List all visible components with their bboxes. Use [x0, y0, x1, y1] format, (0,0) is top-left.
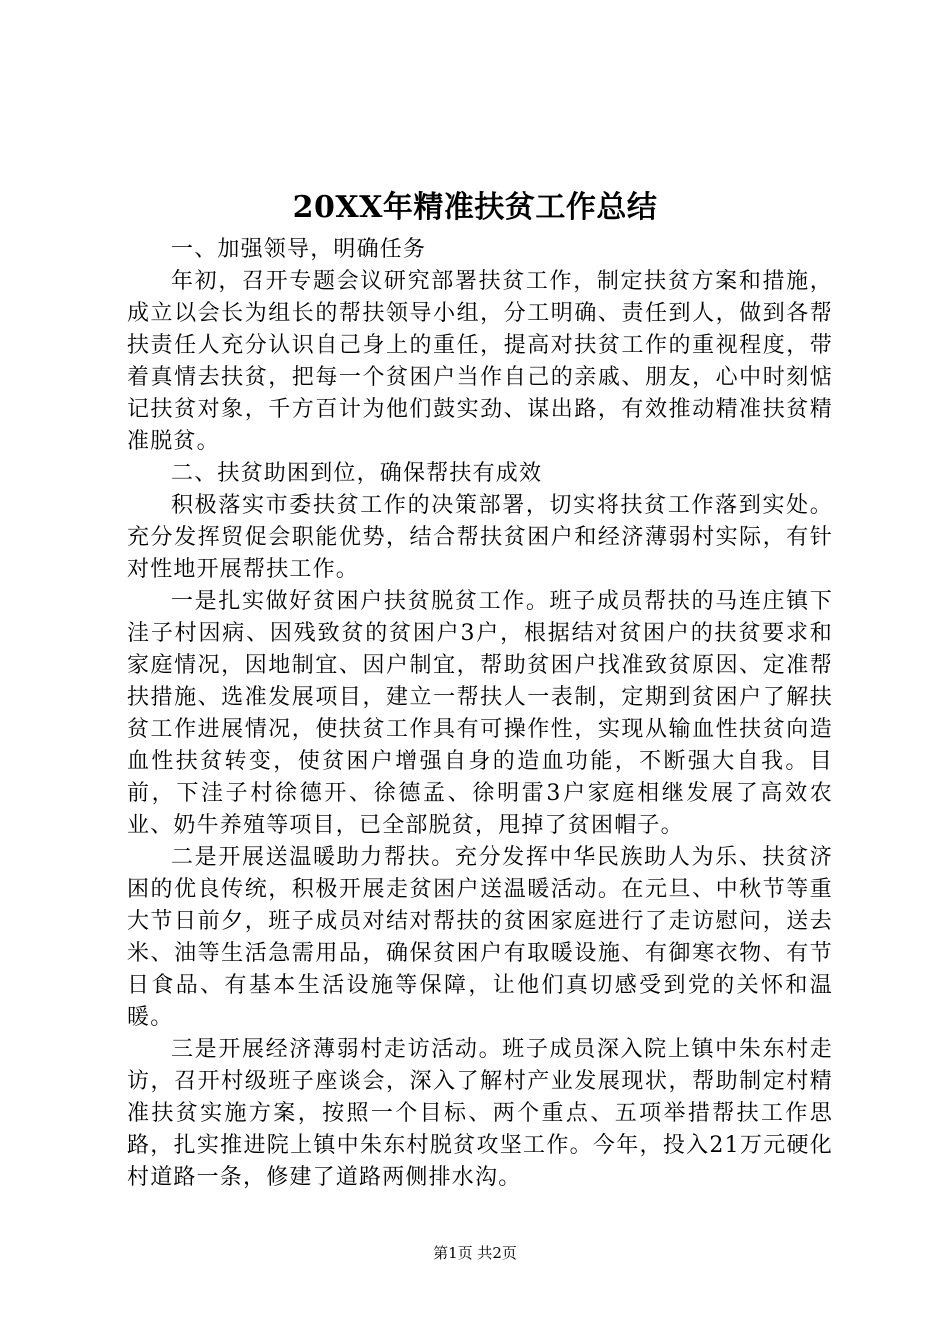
document-title: 20XX年精准扶贫工作总结 — [292, 190, 658, 225]
section-heading-2: 二、扶贫助困到位，确保帮扶有成效 — [171, 461, 543, 486]
document-body — [127, 234, 833, 1194]
page-footer: 第1页 共2页 — [433, 1244, 517, 1262]
paragraph-5: 三是开展经济薄弱村走访活动。班子成员深入院上镇中朱东村走访，召开村级班子座谈会，深入了解村产业发展现状，帮助制定村精准扶贫实施方案，按照一个目标、两个重点、五项举措帮扶工作思路，扎实推进院上镇中朱东村脱贫攻坚工作。今年，投入21万元硬化村道路一条，修建了道路两侧排水沟。 — [127, 1037, 833, 1190]
section-heading-1: 一、加强领导，明确任务 — [171, 237, 427, 262]
paragraph-3: 一是扎实做好贫困户扶贫脱贫工作。班子成员帮扶的马连庄镇下洼子村因病、因残致贫的贫困户3户，根据结对贫困户的扶贫要求和家庭情况，因地制宜、因户制宜，帮助贫困户找准致贫原因、定准帮扶措施、选准发展项目，建立一帮扶人一表制，定期到贫困户了解扶贫工作进展情况，使扶贫工作具有可操作性，实现从输血性扶贫向造血性扶贫转变，使贫困户增强自身的造血功能，不断强大自我。目前，下洼子村徐德开、徐德孟、徐明雷3户家庭相继发展了高效农业、奶牛养殖等项目，已全部脱贫，甩掉了贫困帽子。 — [127, 589, 833, 838]
paragraph-1: 年初，召开专题会议研究部署扶贫工作，制定扶贫方案和措施，成立以会长为组长的帮扶领导小组，分工明确、责任到人，做到各帮扶责任人充分认识自己身上的重任，提高对扶贫工作的重视程度，带着真情去扶贫，把每一个贫困户当作自己的亲戚、朋友，心中时刻惦记扶贫对象，千方百计为他们鼓实劲、谋出路，有效推动精准扶贫精准脱贫。 — [127, 269, 833, 454]
paragraph-2: 积极落实市委扶贫工作的决策部署，切实将扶贫工作落到实处。充分发挥贸促会职能优势，结合帮扶贫困户和经济薄弱村实际，有针对性地开展帮扶工作。 — [127, 493, 833, 582]
paragraph-4: 二是开展送温暖助力帮扶。充分发挥中华民族助人为乐、扶贫济困的优良传统，积极开展走贫困户送温暖活动。在元旦、中秋节等重大节日前夕，班子成员对结对帮扶的贫困家庭进行了走访慰问，送去米、油等生活急需用品，确保贫困户有取暖设施、有御寒衣物、有节日食品、有基本生活设施等保障，让他们真切感受到党的关怀和温暖。 — [127, 845, 833, 1030]
